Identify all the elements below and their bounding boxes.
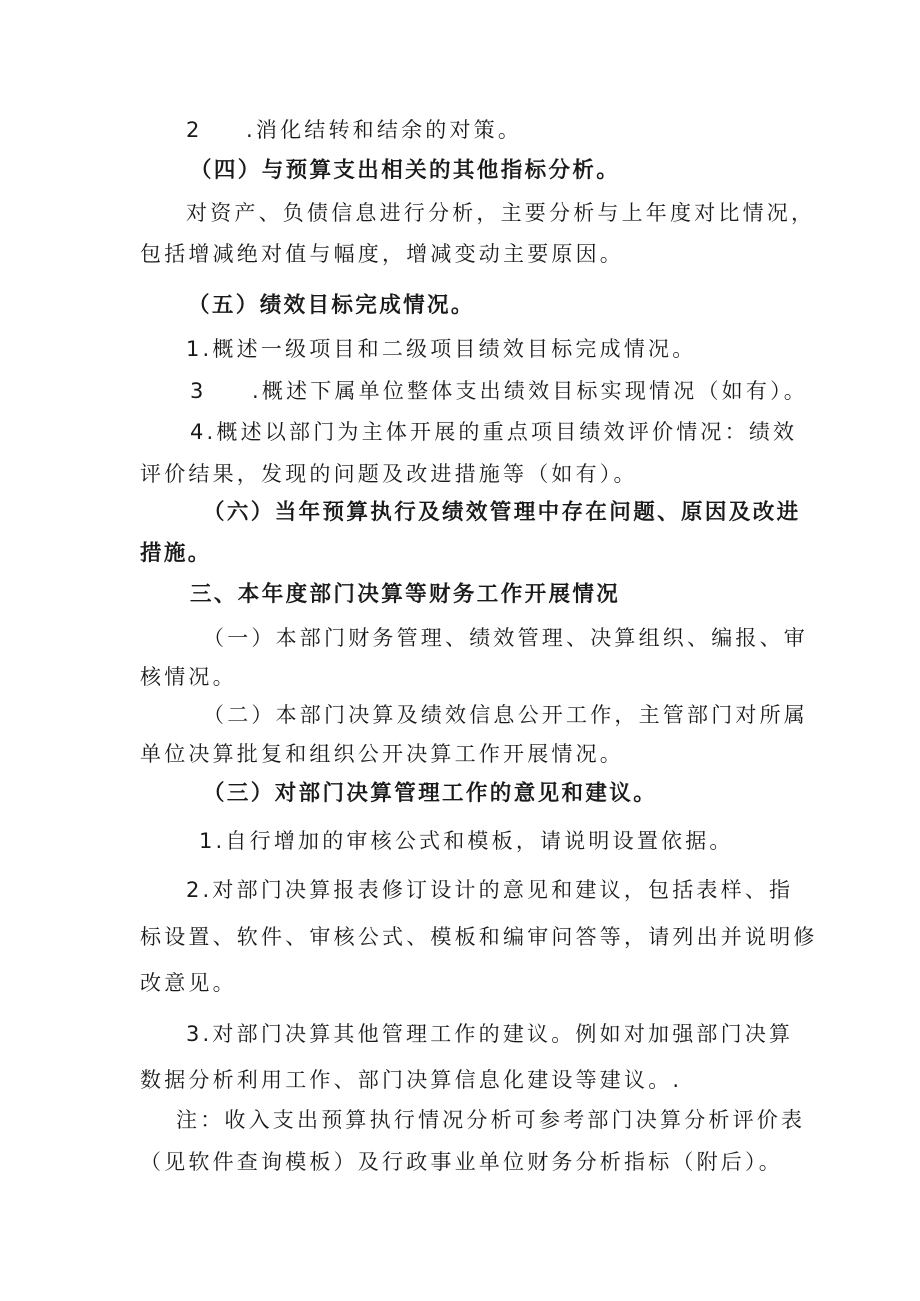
item-text: .概述下属单位整体支出绩效目标实现情况（如有）。 (252, 379, 808, 403)
note-line: （见软件查询模板）及行政事业单位财务分析指标（附后）。 (140, 1150, 783, 1174)
paragraph-line: 核情况。 (140, 665, 237, 689)
item-number: 3 (190, 379, 207, 403)
item-text: .消化结转和结余的对策。 (246, 118, 523, 142)
paragraph-line: 评价结果，发现的问题及改进措施等（如有）。 (140, 462, 638, 486)
list-item-3 (190, 377, 808, 405)
heading-section-5: （五）绩效目标完成情况。 (188, 293, 475, 318)
list-item-2: 2.对部门决算报表修订设计的意见和建议，包括表样、指 (186, 878, 794, 902)
heading-section-6: （六）当年预算执行及绩效管理中存在问题、原因及改进 (203, 500, 801, 525)
item-2-consume-balance (186, 116, 522, 144)
paragraph-line: 改意见。 (140, 971, 237, 995)
list-item-1: 1.自行增加的审核公式和模板，请说明设置依据。 (199, 829, 734, 853)
heading-part-3: 三、本年度部门决算等财务工作开展情况 (190, 582, 621, 607)
paragraph-line: 对资产、负债信息进行分析，主要分析与上年度对比情况， (186, 201, 816, 225)
list-item-4: 4.概述以部门为主体开展的重点项目绩效评价情况：绩效 (190, 420, 798, 444)
list-item-3: 3.对部门决算其他管理工作的建议。例如对加强部门决算 (186, 1022, 794, 1046)
list-item-1: 1.概述一级项目和二级项目绩效目标完成情况。 (186, 337, 697, 361)
item-number: 2 (186, 118, 203, 142)
paragraph-line: （二）本部门决算及绩效信息公开工作，主管部门对所属 (203, 703, 808, 727)
heading-section-6-cont: 措施。 (140, 541, 212, 566)
paragraph-line: 包括增减绝对值与幅度，增减变动主要原因。 (140, 242, 624, 266)
heading-section-4: （四）与预算支出相关的其他指标分析。 (190, 158, 621, 183)
heading-subsection-3: （三）对部门决算管理工作的意见和建议。 (203, 781, 658, 806)
paragraph-line: （一）本部门财务管理、绩效管理、决算组织、编报、审 (203, 626, 808, 650)
paragraph-line: 单位决算批复和组织公开决算工作开展情况。 (140, 742, 624, 766)
paragraph-line: 数据分析利用工作、部门决算信息化建设等建议。. (140, 1068, 683, 1092)
paragraph-line: 标设置、软件、审核公式、模板和编审问答等，请列出并说明修 (140, 925, 818, 949)
note-line: 注：收入支出预算执行情况分析可参考部门决算分析评价表 (176, 1108, 806, 1132)
